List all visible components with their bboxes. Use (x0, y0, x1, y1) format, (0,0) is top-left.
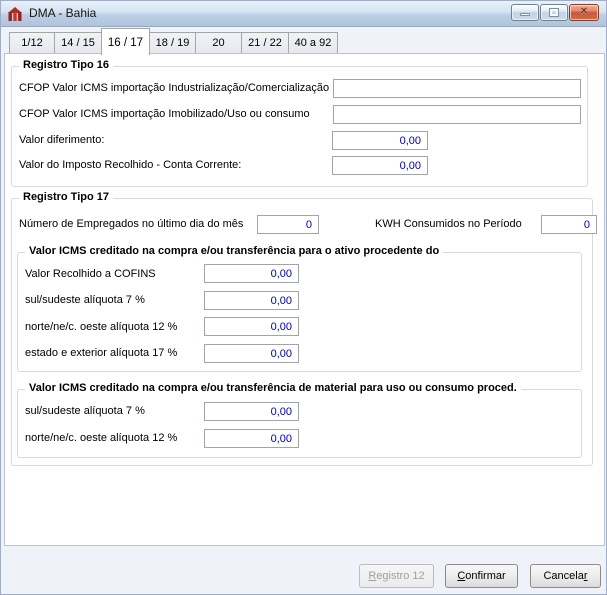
tab-16-17[interactable]: 16 / 17 (101, 28, 150, 55)
input-kwh-consumidos[interactable] (541, 215, 597, 234)
tab-1-12[interactable]: 1/12 (9, 32, 55, 54)
app-icon (7, 6, 23, 22)
label-kwh-consumidos: KWH Consumidos no Período (375, 218, 522, 230)
confirmar-button[interactable]: Confirmar (445, 564, 518, 588)
input-cfop-imobilizado[interactable] (333, 105, 581, 124)
registro-12-button[interactable]: Registro 12 (359, 564, 434, 588)
group-registro-tipo-17-title: Registro Tipo 17 (19, 191, 113, 203)
group-icms-consumo-title: Valor ICMS creditado na compra e/ou transferência de material para uso ou consumo proced. (25, 382, 521, 394)
input-valor-diferimento[interactable] (332, 131, 428, 150)
titlebar[interactable] (1, 1, 606, 27)
input-consumo-sul-sudeste-7[interactable] (204, 402, 299, 421)
input-valor-cofins[interactable] (204, 264, 299, 283)
label-cfop-industrializacao: CFOP Valor ICMS importação Industrialização/Comercialização (19, 82, 330, 94)
group-icms-consumo (17, 382, 582, 458)
group-registro-tipo-16-title: Registro Tipo 16 (19, 59, 113, 71)
tab-40-92[interactable]: 40 a 92 (289, 32, 338, 54)
tab-20[interactable]: 20 (196, 32, 242, 54)
label-cfop-imobilizado: CFOP Valor ICMS importação Imobilizado/Uso ou consumo (19, 108, 310, 120)
input-ativo-sul-sudeste-7[interactable] (204, 291, 299, 310)
input-ativo-norte-12[interactable] (204, 317, 299, 336)
label-ativo-norte-12: norte/ne/c. oeste alíquota 12 % (25, 321, 178, 333)
label-consumo-sul-sudeste-7: sul/sudeste alíquota 7 % (25, 405, 145, 417)
cancelar-button[interactable]: Cancelar (530, 564, 601, 588)
tab-18-19[interactable]: 18 / 19 (150, 32, 196, 54)
input-imposto-recolhido[interactable] (332, 156, 428, 175)
minimize-icon (520, 13, 530, 16)
close-icon: ✕ (579, 6, 589, 17)
input-cfop-industrializacao[interactable] (333, 79, 581, 98)
maximize-icon (550, 9, 558, 16)
tab-14-15[interactable]: 14 / 15 (55, 32, 102, 54)
label-ativo-estado-exterior-17: estado e exterior alíquota 17 % (25, 347, 178, 359)
maximize-button[interactable] (540, 4, 568, 21)
label-ativo-sul-sudeste-7: sul/sudeste alíquota 7 % (25, 294, 145, 306)
label-imposto-recolhido: Valor do Imposto Recolhido - Conta Corrente: (19, 159, 242, 171)
tab-21-22[interactable]: 21 / 22 (242, 32, 289, 54)
label-valor-diferimento: Valor diferimento: (19, 134, 105, 146)
label-numero-empregados: Número de Empregados no último dia do mês (19, 218, 244, 230)
group-icms-ativo-title: Valor ICMS creditado na compra e/ou transferência para o ativo procedente do (25, 245, 443, 257)
window-title: DMA - Bahia (29, 6, 97, 20)
input-consumo-norte-12[interactable] (204, 429, 299, 448)
input-ativo-estado-exterior-17[interactable] (204, 344, 299, 363)
label-consumo-norte-12: norte/ne/c. oeste alíquota 12 % (25, 432, 178, 444)
minimize-button[interactable] (511, 4, 539, 21)
close-button[interactable] (569, 4, 599, 21)
label-valor-cofins: Valor Recolhido a COFINS (25, 268, 156, 280)
input-numero-empregados[interactable] (257, 215, 319, 234)
